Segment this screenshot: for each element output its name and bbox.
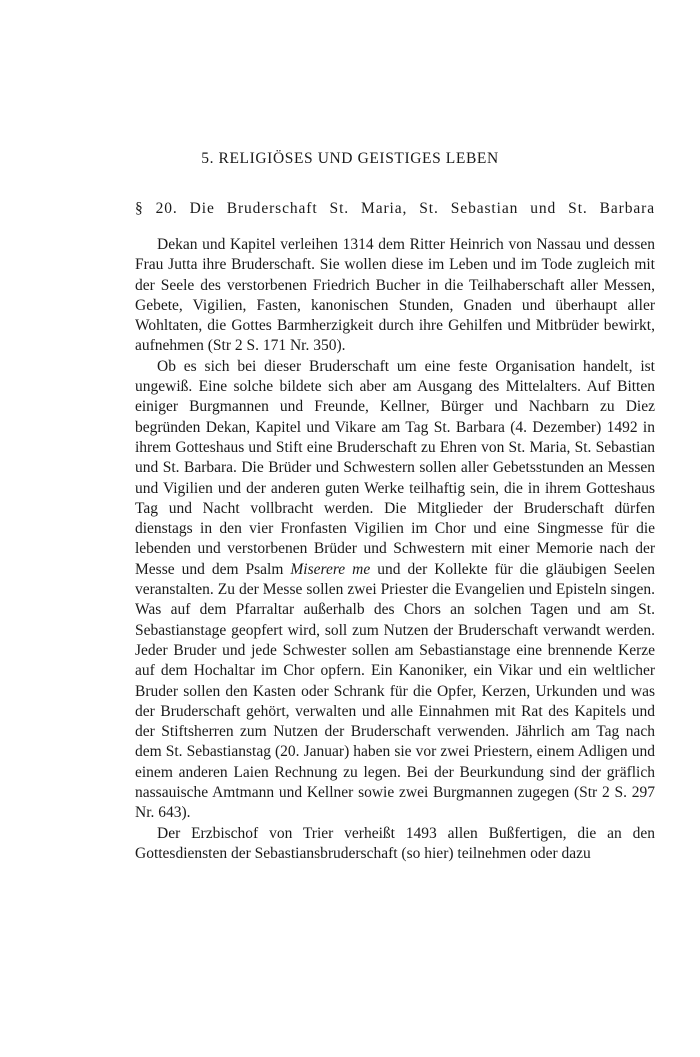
paragraph-text: und der Kollekte für die gläubigen Seelen veranstalten. Zu der Messe sollen zwei Priester die Evangelien und Episteln singen. Was auf dem Pfarraltar außerhalb des Chors an solchen Tagen und am St. Sebastianstage geopfert wird, soll zum Nutzen der Bruderschaft verwandt werden. Jeder Bruder und jede Schwester sollen am Sebastianstage eine brennende Kerze auf dem Hochaltar im Chor opfern. Ein Kanoniker, ein Vikar und ein weltlicher Bruder sollen den Kasten oder Schrank für die Opfer, Kerzen, Urkunden und was der Bruderschaft gehört, verwalten und alle Einnahmen mit Rat des Kapitels und der Stiftsherren zum Nutzen der Bruderschaft verwenden. Jährlich am Tag nach dem St. Sebastianstag (20. Januar) haben sie vor zwei Priestern, einem Adligen und einem anderen Laien Rechnung zu legen. Bei der Beurkundung sind der gräflich nassauische Amtmann und Kellner sowie zwei Burgmannen zugegen (Str 2 S. 297 Nr. 643). <box>135 560 655 822</box>
paragraph-text: Ob es sich bei dieser Bruderschaft um eine feste Organisation handelt, ist ungewiß. Eine solche bildete sich aber am Ausgang des Mittelalters. Auf Bitten einiger Burgmannen und Freunde, Kellner, Bürger und Nachbarn zu Diez begründen Dekan, Kapitel und Vikare am Tag St. Barbara (4. Dezember) 1492 in ihrem Gotteshaus und Stift eine Bruderschaft zu Ehren von St. Maria, St. Sebastian und St. Barbara. Die Brüder und Schwestern sollen aller Gebetsstunden an Messen und Vigilien und der anderen guten Werke teilhaftig sein, die in ihrem Gotteshaus Tag und Nacht vollbracht werden. Die Mitglieder der Bruderschaft dürfen dienstags in den vier Fronfasten Vigilien im Chor und eine Singmesse für die lebenden und verstorbenen Brüder und Schwestern mit einer Memorie nach der Messe und dem Psalm <box>135 357 655 578</box>
paragraph <box>135 235 655 357</box>
paragraph-text: Der Erzbischof von Trier verheißt 1493 allen Bußfertigen, die an den Gottesdiensten der Sebastiansbruderschaft (so hier) teilnehmen oder dazu <box>135 824 655 862</box>
psalm-title: Miserere me <box>290 560 371 578</box>
body-text <box>135 235 655 864</box>
paragraph <box>135 824 655 865</box>
chapter-heading: 5. RELIGIÖSES UND GEISTIGES LEBEN <box>201 150 499 167</box>
paragraph <box>135 357 655 824</box>
paragraph-text: Dekan und Kapitel verleihen 1314 dem Ritter Heinrich von Nassau und dessen Frau Jutta ihre Bruderschaft. Sie wollen diese im Leben und im Tode zugleich mit der Seele des verstorbenen Friedrich Bucher in die Teilhaberschaft aller Messen, Gebete, Vigilien, Fasten, kanonischen Stunden, Gnaden und überhaupt aller Wohltaten, die Gottes Barmherzigkeit durch ihre Gehilfen und Mitbrüder bewirkt, aufnehmen (Str 2 S. 171 Nr. 350). <box>135 236 655 355</box>
section-heading: § 20. Die Bruderschaft St. Maria, St. Sebastian und St. Barbara <box>135 200 655 217</box>
